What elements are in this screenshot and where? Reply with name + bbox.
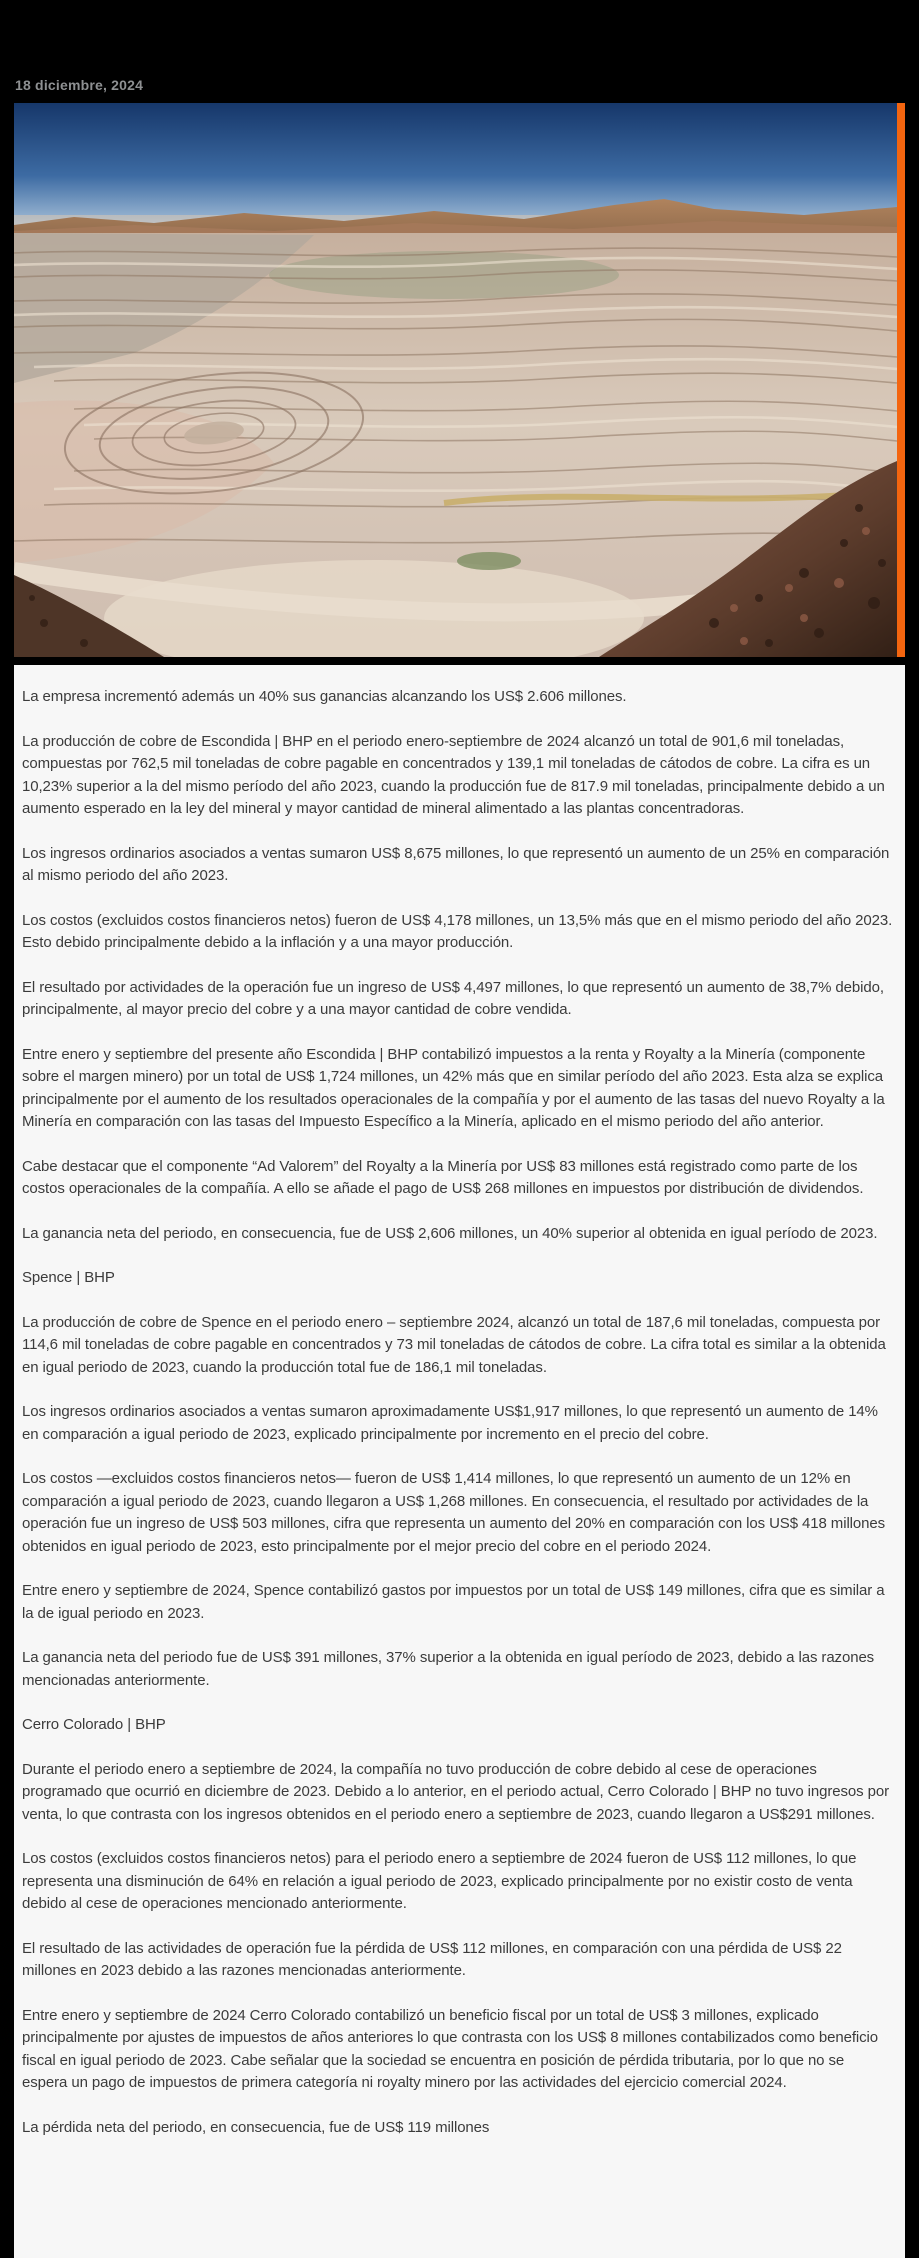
hero-image-block xyxy=(14,103,905,657)
paragraph: El resultado por actividades de la operación fue un ingreso de US$ 4,497 millones, lo que representó un aumento de 38,7% debido, principalmente, al mayor precio del cobre y a una mayor cantidad de cobre vendida. xyxy=(22,978,884,1018)
paragraph: La empresa incrementó además un 40% sus ganancias alcanzando los US$ 2.606 millones. xyxy=(22,688,627,705)
article-body xyxy=(14,665,905,2258)
paragraph: La producción de cobre de Spence en el periodo enero – septiembre 2024, alcanzó un total de 187,6 mil toneladas, compuesta por 114,6 mil toneladas de cobre pagable en concentrados y 73 mil toneladas de cátodos de cobre. La cifra total es similar a la obtenida en igual periodo de 2023, cuando la producción total fue de 186,1 mil toneladas. xyxy=(22,1313,886,1376)
publish-date: 18 diciembre, 2024 xyxy=(15,77,144,93)
paragraph: Entre enero y septiembre de 2024 Cerro Colorado contabilizó un beneficio fiscal por un total de US$ 3 millones, explicado principalmente por ajustes de impuestos de años anteriores lo que contrasta con los US$ 8 millones contabilizados como beneficio fiscal en igual periodo de 2023. Cabe señalar que la sociedad se encuentra en posición de pérdida tributaria, por lo que no se espera un pago de impuestos de primera categoría ni royalty minero por las actividades del ejercicio comercial 2024. xyxy=(22,2006,879,2091)
paragraph: Los ingresos ordinarios asociados a ventas sumaron US$ 8,675 millones, lo que representó un aumento de un 25% en comparación al mismo periodo del año 2023. xyxy=(22,844,890,884)
mine-photo xyxy=(14,103,897,657)
section-heading-cerro-colorado: Cerro Colorado | BHP xyxy=(22,1716,166,1733)
paragraph: Entre enero y septiembre de 2024, Spence contabilizó gastos por impuestos por un total de US$ 149 millones, cifra que es similar a la de igual periodo en 2023. xyxy=(22,1582,885,1622)
paragraph: La ganancia neta del periodo, en consecuencia, fue de US$ 2,606 millones, un 40% superior al obtenida en igual período de 2023. xyxy=(22,1224,878,1242)
paragraph: La producción de cobre de Escondida | BHP en el periodo enero-septiembre de 2024 alcanzó un total de 901,6 mil toneladas, compuestas por 762,5 mil toneladas de cobre pagable en concentrados y 139,1 mil toneladas de cátodos de cobre. La cifra es un 10,23% superior a la del mismo período del año 2023, cuando la producción fue de 817.9 mil toneladas, principalmente debido a un aumento esperado en la ley del mineral y mayor cantidad de mineral alimentado a las plantas concentradoras. xyxy=(22,732,885,817)
paragraph: Los costos (excluidos costos financieros netos) fueron de US$ 4,178 millones, un 13,5% más que en el mismo periodo del año 2023. Esto debido principalmente debido a la inflación y a una mayor producción. xyxy=(22,911,893,951)
paragraph: El resultado de las actividades de operación fue la pérdida de US$ 112 millones, en comparación con una pérdida de US$ 22 millones en 2023 debido a las razones mencionadas anteriormente. xyxy=(22,1939,842,1979)
paragraph: Entre enero y septiembre del presente año Escondida | BHP contabilizó impuestos a la renta y Royalty a la Minería (componente sobre el margen minero) por un total de US$ 1,724 millones, un 42% más que en similar período del año 2023. Esta alza se explica principalmente por el aumento de los resultados operacionales de la compañía y por el aumento de las tasas del nuevo Royalty a la Minería en comparación con las tasas del Impuesto Específico a la Minería, aplicado en el mismo periodo del año anterior. xyxy=(22,1045,885,1130)
paragraph: Los ingresos ordinarios asociados a ventas sumaron aproximadamente US$1,917 millones, lo que representó un aumento de 14% en comparación a igual periodo de 2023, explicado principalmente por incremento en el precio del cobre. xyxy=(22,1403,878,1443)
section-heading-spence: Spence | BHP xyxy=(22,1269,115,1286)
paragraph: Durante el periodo enero a septiembre de 2024, la compañía no tuvo producción de cobre debido al cese de operaciones programado que ocurrió en diciembre de 2023. Debido a lo anterior, en el periodo actual, Cerro Colorado | BHP no tuvo ingresos por venta, lo que contrasta con los ingresos obtenidos en el periodo enero a septiembre de 2023, cuando llegaron a US$291 millones. xyxy=(22,1760,889,1823)
paragraph: La pérdida neta del periodo, en consecuencia, fue de US$ 119 millones xyxy=(22,2118,490,2136)
paragraph: La ganancia neta del periodo fue de US$ 391 millones, 37% superior a la obtenida en igual período de 2023, debido a las razones mencionadas anteriormente. xyxy=(22,1649,875,1689)
paragraph: Cabe destacar que el componente “Ad Valorem” del Royalty a la Minería por US$ 83 millones está registrado como parte de los costos operacionales de la compañía. A ello se añade el pago de US$ 268 millones en impuestos por distribución de dividendos. xyxy=(22,1157,864,1197)
paragraph: Los costos (excluidos costos financieros netos) para el periodo enero a septiembre de 2024 fueron de US$ 112 millones, lo que representa una disminución de 64% en relación a igual periodo de 2023, explicado principalmente por no existir costo de venta debido al cese de operaciones mencionado anteriormente. xyxy=(22,1850,857,1912)
accent-bar xyxy=(897,103,905,657)
paragraph: Los costos —excluidos costos financieros netos— fueron de US$ 1,414 millones, lo que representó un aumento de un 12% en comparación a igual periodo de 2023, cuando llegaron a US$ 1,268 millones. En consecuencia, el resultado por actividades de la operación fue un ingreso de US$ 503 millones, cifra que representa un aumento del 20% en comparación con los US$ 418 millones obtenidos en igual periodo de 2023, esto principalmente por el mejor precio del cobre en el periodo 2024. xyxy=(22,1470,886,1555)
